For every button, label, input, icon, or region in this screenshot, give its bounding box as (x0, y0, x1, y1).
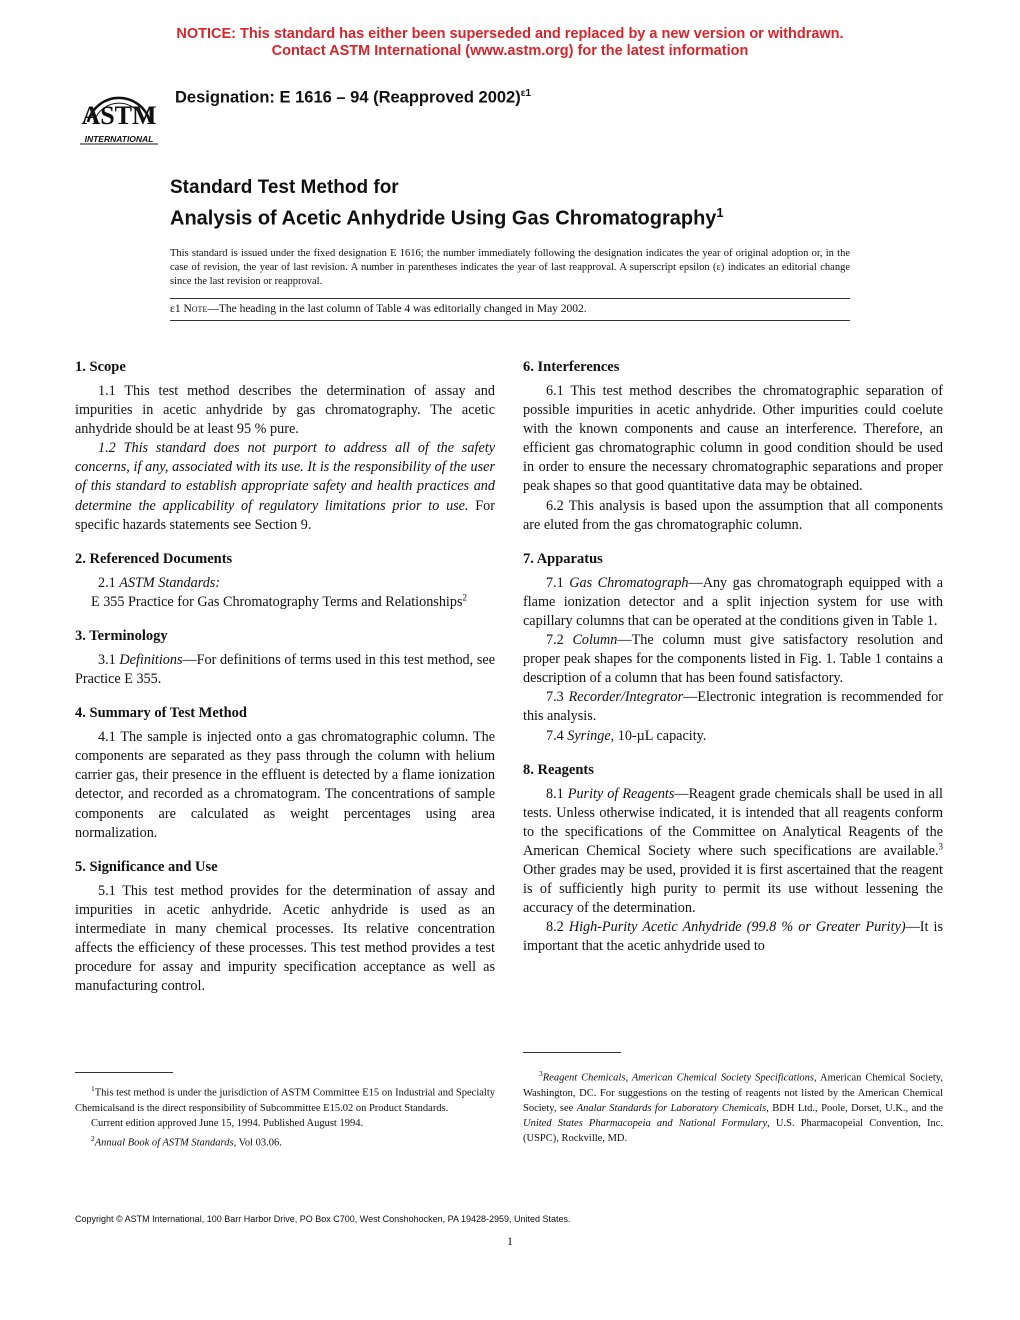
section-scope (75, 358, 495, 535)
footnote-divider (75, 1072, 173, 1073)
section-interferences (523, 358, 943, 535)
footnote-2: $^2$Annual Book of ASTM Standards, Vol 03.06. (91, 1133, 282, 1148)
page-number: 1 (507, 1234, 513, 1248)
section-significance (75, 858, 495, 997)
section-heading: 8. Reagents (523, 761, 594, 778)
section-terminology (75, 627, 495, 689)
logo-label: INTERNATIONAL (84, 134, 154, 144)
paragraph: 1.1 This test method describes the determination of assay and impurities in acetic anhydride by gas chromatography. The acetic anhydride should be at least 95 % pure. (75, 383, 495, 438)
paragraph: 1.2 This standard does not purport to address all of the safety concerns, if any, associated with its use. It is the responsibility of the user of this standard to establish appropriate safety and health practices and determine the applicability of regulatory limitations prior to use. For specific hazards statements see Section 9. (75, 440, 495, 533)
divider (170, 320, 850, 321)
footnote-1-continued: Current edition approved June 15, 1994. Published August 1994. (91, 1117, 364, 1129)
paragraph: 7.3 Recorder/Integrator—Electronic integration is recommended for this analysis. (523, 689, 944, 725)
paragraph: 8.1 Purity of Reagents—Reagent grade chemicals shall be used in all tests. Unless otherwise indicated, it is intended that all reagents conform to the specifications of the Committee on Analytical Reagents of the American Chemical Society where such specifications are available.$^3$ Other grades may be used, provided it is first ascertained that the reagent is of sufficiently high purity to permit its use without lessening the accuracy of the determination. (523, 785, 943, 917)
section-referenced-documents (75, 550, 495, 612)
withdrawn-notice (0, 26, 1020, 60)
astm-logo (74, 78, 164, 148)
divider (170, 298, 850, 299)
footnote-divider (523, 1052, 621, 1053)
paragraph: 7.4 Syringe, 10-µL capacity. (546, 727, 707, 744)
left-column (75, 358, 495, 1011)
logo-letters: ASTM (81, 101, 157, 130)
title-line-1: Standard Test Method for (170, 177, 399, 198)
document-title (170, 176, 724, 232)
paragraph: 2.1 ASTM Standards: (98, 574, 221, 591)
issuance-paragraph: This standard is issued under the fixed designation E 1616; the number immediately following the designation indicates the year of original adoption or, in the case of revision, the year of last revision. A number in parentheses indicates the year of last reapproval. A superscript epsilon (ε) indicates an editorial change since the last revision or reapproval. (170, 248, 850, 287)
paragraph: 6.2 This analysis is based upon the assumption that all components are eluted from the gas chromatographic column. (523, 497, 943, 533)
section-heading: 4. Summary of Test Method (75, 705, 247, 722)
notice-line-2: Contact ASTM International (www.astm.org) for the latest information (271, 43, 749, 59)
paragraph: 3.1 Definitions—For definitions of terms used in this test method, see Practice E 355. (75, 651, 495, 688)
paragraph: 7.2 Column—The column must give satisfactory resolution and proper peak shapes for the components listed in Fig. 1. Table 1 contains a description of a column that has been found satisfactory. (523, 632, 943, 687)
footnote-1: $^1$This test method is under the jurisdiction of ASTM Committee E15 on Industrial and Specialty Chemicalsand is the direct responsibility of Subcommittee E15.02 on Product Standards. (75, 1084, 495, 1114)
section-heading: 1. Scope (75, 359, 126, 375)
title-line-2: Analysis of Acetic Anhydride Using Gas Chromatography$^1$ (170, 205, 724, 230)
paragraph: 5.1 This test method provides for the determination of assay and impurities in acetic anhydride. Acetic anhydride is used as an intermediate in many chemical processes. Its relative concentration affects the efficiency of these processes. This test method provides a test procedure for assay and impurity specification acceptance as well as manufacturing control. (75, 882, 495, 995)
notice-line-1: NOTICE: This standard has either been superseded and replaced by a new version or withdrawn. (176, 26, 844, 42)
footnotes-right (523, 1066, 943, 1146)
section-apparatus (523, 550, 943, 746)
section-heading: 2. Referenced Documents (75, 550, 233, 567)
editorial-note: ε1 Note—The heading in the last column of Table 4 was editorially changed in May 2002. (170, 303, 587, 315)
designation-epsilon: ε1 (520, 88, 532, 99)
section-heading: 3. Terminology (75, 627, 168, 644)
paragraph: 7.1 Gas Chromatograph—Any gas chromatograph equipped with a flame ionization detector and a split injection system for use with capillary columns that can be operated at the conditions given in Table 1. (523, 574, 943, 629)
right-column (523, 358, 943, 971)
reference-item: E 355 Practice for Gas Chromatography Terms and Relationships$^2$ (91, 592, 467, 610)
designation: Designation: E 1616 – 94 (Reapproved 2002)$^{\varepsilon 1}$ (175, 88, 532, 107)
copyright-line: Copyright © ASTM International, 100 Barr Harbor Drive, PO Box C700, West Conshohocken, PA 19428-2959, United States. (75, 1214, 571, 1224)
footnotes-left (75, 1081, 495, 1150)
paragraph: 4.1 The sample is injected onto a gas chromatographic column. The components are separated as they pass through the column with helium carrier gas, their presence in the effluent is detected by a flame ionization detector, and recorded as a chromatogram. The concentrations of sample components are calculated as weight percentages using area normalization. (75, 729, 495, 841)
section-summary (75, 704, 495, 843)
footnote-3: $^3$Reagent Chemicals, American Chemical Society Specifications, American Chemical Society, Washington, DC. For suggestions on the testing of reagents not listed by the American Chemical Society, see Analar Standards for Laboratory Chemicals, BDH Ltd., Poole, Dorset, U.K., and the United States Pharmacopeia and National Formulary, U.S. Pharmacopeial Convention, Inc. (USPC), Rockville, MD. (523, 1069, 944, 1144)
section-heading: 6. Interferences (523, 359, 620, 375)
paragraph: 6.1 This test method describes the chromatographic separation of possible impurities in acetic anhydride. Other impurities could coelute with the known components and cause an interference. Therefore, an efficient gas chromatographic column in good condition should be used in order to ensure the necessary chromatographic separations and proper peak shapes so that good quantitative data may be obtained. (523, 383, 943, 495)
section-heading: 5. Significance and Use (75, 858, 218, 875)
paragraph: 8.2 High-Purity Acetic Anhydride (99.8 % or Greater Purity)—It is important that the acetic anhydride used to (523, 919, 943, 955)
section-reagents (523, 761, 943, 957)
section-heading: 7. Apparatus (523, 550, 603, 567)
